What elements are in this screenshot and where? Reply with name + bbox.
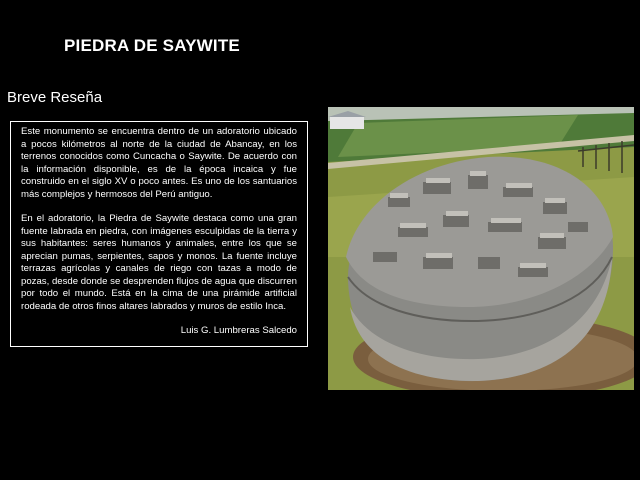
author-credit: Luis G. Lumbreras Salcedo	[180, 325, 297, 336]
saywite-stone-photo	[328, 107, 634, 390]
slide-title: PIEDRA DE SAYWITE	[64, 36, 240, 55]
summary-text-box	[10, 121, 308, 347]
paragraph-1: Este monumento se encuentra dentro de un adoratorio ubicado a pocos kilómetros al norte de la ciudad de Abancay, en los terrenos conocidos como Cuncacha o Saywite. De acuerdo con la información disponible, es de la época incaica y fue construido en el siglo XV o poco antes. Es uno de los santuarios más complejos y hermosos del Perú antiguo.	[21, 126, 297, 200]
slide-subtitle: Breve Reseña	[7, 89, 103, 106]
paragraph-2: En el adoratorio, la Piedra de Saywite destaca como una gran fuente labrada en piedra, con imágenes esculpidas de la tierra y sus habitantes: seres humanos y animales, entre los que se aprecian pumas, serpientes, sapos y monos. La fuente incluye terrazas agrícolas y canales de riego con tazas a modo de pozas, desde donde se desprenden flujos de agua que discurren por todo el mundo. Está en la cima de una pirámide artificial rodeada de otros finos altares labrados y muros de estilo Inca.	[21, 213, 297, 312]
